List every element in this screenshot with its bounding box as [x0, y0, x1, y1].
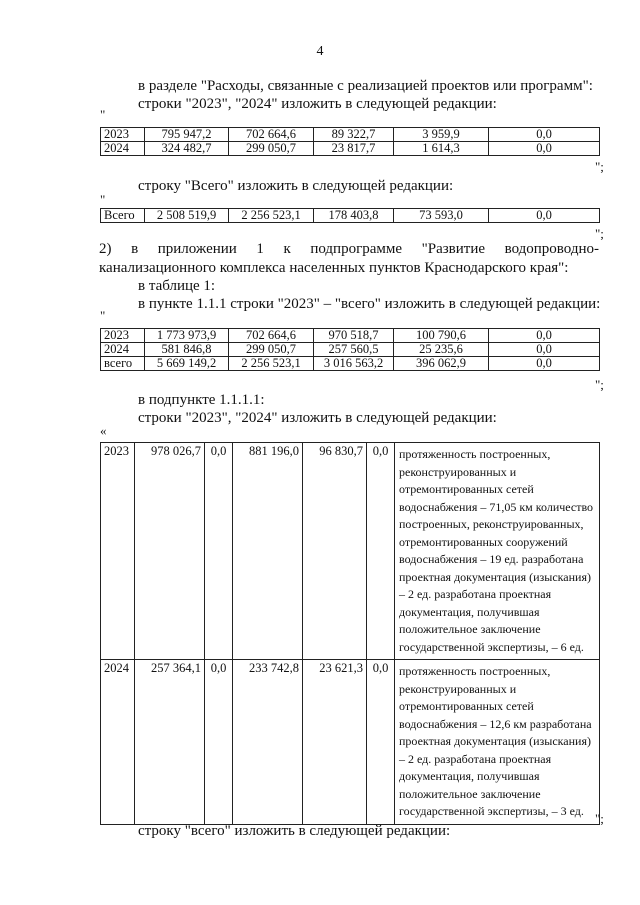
c-cell: 96 830,7	[303, 443, 367, 660]
page-number: 4	[316, 44, 324, 59]
total-cell: 5 669 149,2	[145, 357, 229, 371]
a-cell: 0,0	[205, 660, 233, 825]
local-cell: 25 235,6	[394, 343, 489, 357]
table-row	[101, 142, 600, 156]
desc-cell: протяженность построенных, реконструированных и отремонтированных сетей водоснабжения – 71,05 км количество построенных, реконструированных, отремонтированных сооружений водоснабжения – 19 ед. разработана проектная документация (изыскания) – 2 ед. разработана проектная документация, получившая положительное заключение государственной экспертизы, – 6 ед.	[395, 443, 600, 660]
fed-cell: 2 256 523,1	[229, 357, 314, 371]
a-cell: 0,0	[205, 443, 233, 660]
table-row	[101, 128, 600, 142]
close-quote: ";	[595, 159, 604, 174]
table-row	[101, 660, 600, 825]
text-line: строки "2023", "2024" изложить в следующей редакции:	[138, 96, 497, 112]
other-cell: 0,0	[489, 357, 600, 371]
total-cell: 581 846,8	[145, 343, 229, 357]
year-cell: 2024	[101, 343, 145, 357]
table-row	[101, 357, 600, 371]
table-point-1-1-1	[100, 328, 600, 371]
text-line: канализационного комплекса населенных пунктов Краснодарского края":	[99, 260, 569, 276]
desc-cell: протяженность построенных, реконструированных и отремонтированных сетей водоснабжения – 12,6 км разработана проектная документация (изыскания) – 2 ед. разработана проектная документация, получившая положительное заключение государственной экспертизы, – 3 ед.	[395, 660, 600, 825]
text-line: 2) в приложении 1 к подпрограмме "Развитие водопроводно-	[99, 241, 599, 257]
table-row	[101, 443, 600, 660]
other-cell: 0,0	[489, 128, 600, 142]
local-cell: 1 614,3	[394, 142, 489, 156]
other-cell: 0,0	[489, 142, 600, 156]
fed-cell: 299 050,7	[229, 142, 314, 156]
fed-cell: 702 664,6	[229, 329, 314, 343]
c-cell: 23 621,3	[303, 660, 367, 825]
text-line: в подпункте 1.1.1.1:	[138, 392, 265, 408]
table-row	[101, 209, 600, 223]
other-cell: 0,0	[489, 343, 600, 357]
year-cell: Всего	[101, 209, 145, 223]
region-cell: 3 016 563,2	[314, 357, 394, 371]
region-cell: 89 322,7	[314, 128, 394, 142]
text-line: строку "всего" изложить в следующей редакции:	[138, 823, 451, 839]
text-line: строку "Всего" изложить в следующей редакции:	[138, 178, 454, 194]
total-cell: 978 026,7	[135, 443, 205, 660]
total-cell: 257 364,1	[135, 660, 205, 825]
close-quote: ";	[595, 377, 604, 392]
table-subpoint-1-1-1-1	[100, 442, 600, 825]
local-cell: 396 062,9	[394, 357, 489, 371]
open-quote: "	[100, 107, 106, 122]
b-cell: 233 742,8	[233, 660, 303, 825]
close-quote: ";	[595, 811, 604, 826]
year-cell: 2024	[101, 142, 145, 156]
local-cell: 73 593,0	[394, 209, 489, 223]
local-cell: 100 790,6	[394, 329, 489, 343]
fed-cell: 299 050,7	[229, 343, 314, 357]
d-cell: 0,0	[367, 660, 395, 825]
region-cell: 257 560,5	[314, 343, 394, 357]
text-line: в разделе "Расходы, связанные с реализацией проектов или программ":	[138, 78, 593, 94]
year-cell: всего	[101, 357, 145, 371]
close-quote: ";	[595, 226, 604, 241]
open-quote: "	[100, 308, 106, 323]
fed-cell: 2 256 523,1	[229, 209, 314, 223]
region-cell: 23 817,7	[314, 142, 394, 156]
table-2023-2024	[100, 127, 600, 156]
other-cell: 0,0	[489, 329, 600, 343]
other-cell: 0,0	[489, 209, 600, 223]
year-cell: 2023	[101, 443, 135, 660]
year-cell: 2023	[101, 329, 145, 343]
year-cell: 2023	[101, 128, 145, 142]
total-cell: 795 947,2	[145, 128, 229, 142]
fed-cell: 702 664,6	[229, 128, 314, 142]
total-cell: 1 773 973,9	[145, 329, 229, 343]
year-cell: 2024	[101, 660, 135, 825]
text-line: в пункте 1.1.1 строки "2023" – "всего" изложить в следующей редакции:	[138, 296, 601, 312]
local-cell: 3 959,9	[394, 128, 489, 142]
total-cell: 2 508 519,9	[145, 209, 229, 223]
open-quote: «	[100, 423, 107, 438]
table-row	[101, 329, 600, 343]
open-quote: "	[100, 192, 106, 207]
total-cell: 324 482,7	[145, 142, 229, 156]
text-line: строки "2023", "2024" изложить в следующей редакции:	[138, 410, 497, 426]
b-cell: 881 196,0	[233, 443, 303, 660]
region-cell: 178 403,8	[314, 209, 394, 223]
d-cell: 0,0	[367, 443, 395, 660]
text-line: в таблице 1:	[138, 278, 216, 294]
table-vsego	[100, 208, 600, 223]
region-cell: 970 518,7	[314, 329, 394, 343]
table-row	[101, 343, 600, 357]
